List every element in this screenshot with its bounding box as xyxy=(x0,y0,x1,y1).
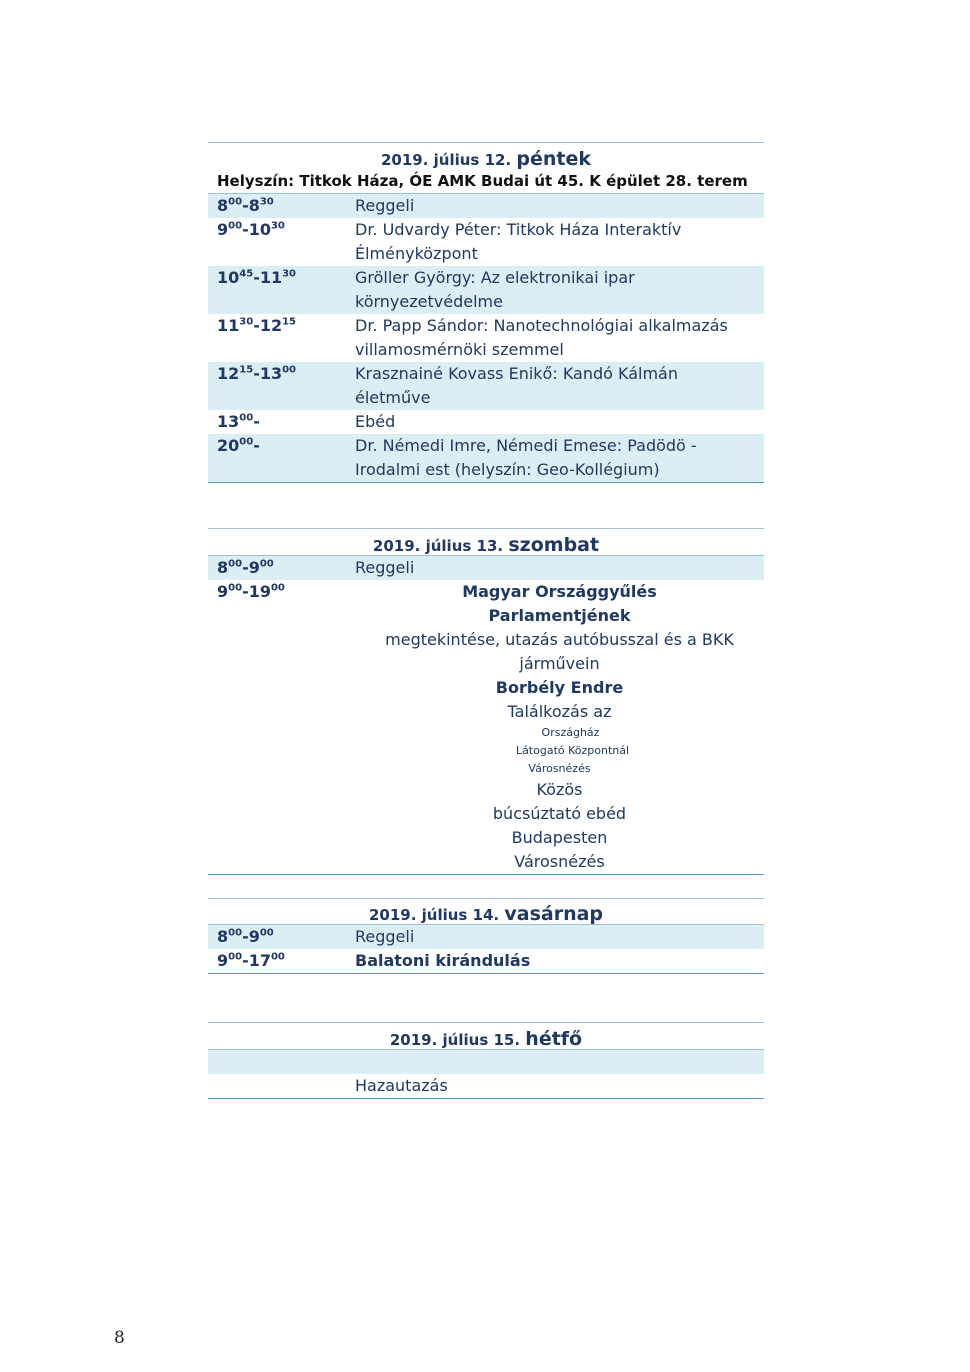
day3-weekday: vasárnap xyxy=(504,903,604,925)
time-cell: $11^{30}-12^{15}$ xyxy=(217,316,297,335)
day4-header xyxy=(208,1023,764,1050)
table-row xyxy=(208,925,764,949)
day4-weekday: hétfő xyxy=(525,1028,583,1050)
desc-cell: Reggeli xyxy=(355,927,415,946)
desc-cell: Gröller György: Az elektronikai ipar környezetvédelme xyxy=(355,268,635,311)
day2-header xyxy=(208,529,764,556)
desc-cell: Reggeli xyxy=(355,196,415,215)
table-row xyxy=(208,314,764,362)
day2-weekday: szombat xyxy=(508,534,600,556)
desc-cell: Krasznainé Kovass Enikő: Kandó Kálmán életműve xyxy=(355,364,678,407)
day1-weekday: péntek xyxy=(516,148,592,170)
desc-cell: Ebéd xyxy=(355,412,396,431)
page-number: 8 xyxy=(114,1328,125,1348)
desc-cell: Magyar Országgyűlés Parlamentjének megtekintése, utazás autóbusszal és a BKK járművein Borbély Endre Találkozás az Országház Látogató Központnál Városnézés Közös búcsúztató ebéd Budapesten Városnézés xyxy=(385,582,734,871)
time-cell: $12^{15}-13^{00}$ xyxy=(217,364,297,383)
day3-table xyxy=(208,898,764,974)
day4-date: 2019. július 15. xyxy=(389,1031,521,1049)
desc-cell xyxy=(355,1050,764,1074)
time-cell: $10^{45}-11^{30}$ xyxy=(217,268,297,287)
time-cell: $9^{00}-10^{30}$ xyxy=(217,220,285,239)
day3-date: 2019. július 14. xyxy=(368,906,500,924)
day1-header xyxy=(208,143,764,169)
table-row xyxy=(208,410,764,434)
desc-cell: Reggeli xyxy=(355,558,415,577)
time-cell: $8^{00}-9^{00}$ xyxy=(217,927,274,946)
day3-header xyxy=(208,898,764,925)
table-row xyxy=(208,266,764,314)
time-cell xyxy=(208,1050,355,1074)
table-row xyxy=(208,580,764,874)
time-cell: $13^{00}-$ xyxy=(217,412,260,431)
desc-cell: Dr. Udvardy Péter: Titkok Háza Interaktív Élményközpont xyxy=(355,220,682,263)
time-cell: $9^{00}-17^{00}$ xyxy=(217,951,285,970)
table-row xyxy=(208,1050,764,1074)
desc-cell: Hazautazás xyxy=(355,1076,448,1095)
day2-table xyxy=(208,528,764,875)
table-row xyxy=(208,194,764,218)
table-row xyxy=(208,218,764,266)
table-row xyxy=(208,362,764,410)
table-row xyxy=(208,949,764,973)
day1-location: Helyszín: Titkok Háza, ÓE AMK Budai út 45. K épület 28. terem xyxy=(208,169,764,194)
time-cell: $8^{00}-9^{00}$ xyxy=(217,558,274,577)
table-row xyxy=(208,556,764,580)
day1-table xyxy=(208,142,764,483)
time-cell: $20^{00}-$ xyxy=(217,436,260,455)
desc-cell: Dr. Papp Sándor: Nanotechnológiai alkalmazás villamosmérnöki szemmel xyxy=(355,316,728,359)
table-row xyxy=(208,1074,764,1098)
time-cell: $8^{00}-8^{30}$ xyxy=(217,196,274,215)
desc-cell: Balatoni kirándulás xyxy=(355,951,531,970)
time-cell: $9^{00}-19^{00}$ xyxy=(217,582,285,601)
day2-date: 2019. július 13. xyxy=(372,537,504,555)
time-cell xyxy=(208,1074,355,1098)
desc-cell: Dr. Némedi Imre, Némedi Emese: Padödö - Irodalmi est (helyszín: Geo-Kollégium) xyxy=(355,436,697,479)
day1-date: 2019. július 12. xyxy=(380,151,512,169)
table-row xyxy=(208,434,764,482)
day4-table xyxy=(208,1022,764,1099)
